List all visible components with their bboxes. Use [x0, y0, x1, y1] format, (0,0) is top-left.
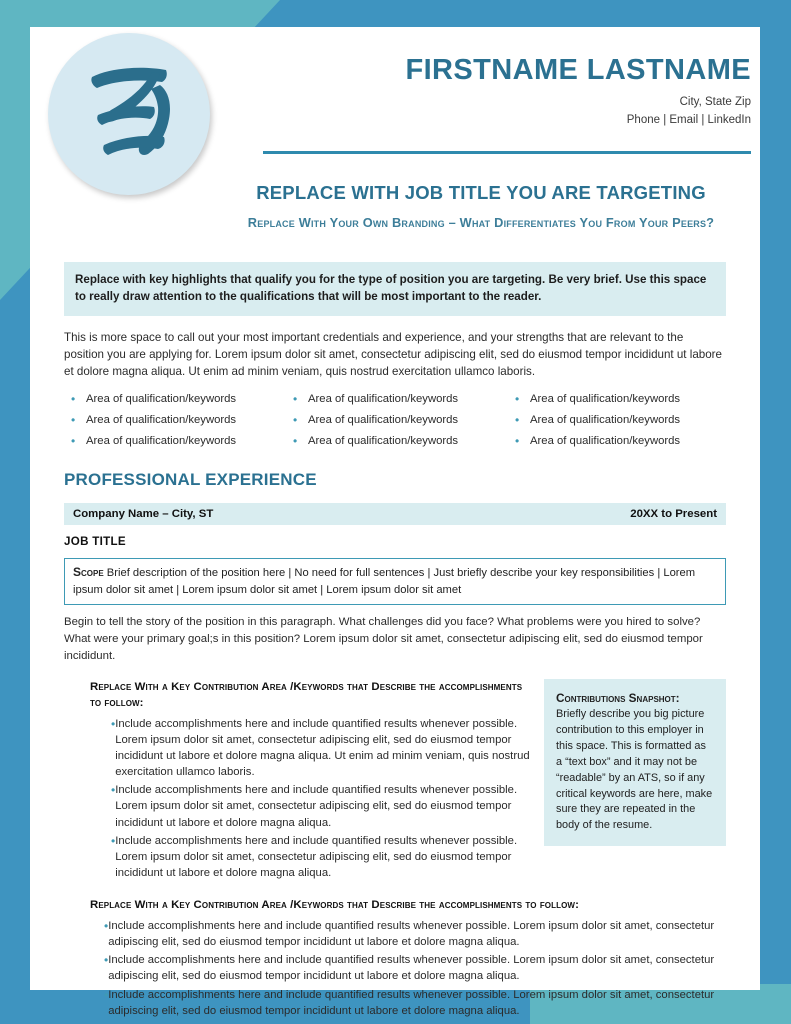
contact-channels: Phone | Email | LinkedIn	[626, 114, 751, 127]
accomplishment-text: Include accomplishments here and include quantified results whenever possible. Lorem ipsum dolor sit amet, consectetur adipiscing elit, sed do eiusmod tempor incididunt ut labore et dolore magna aliqua.	[108, 920, 715, 949]
qualification-label: Area of qualification/keywords	[86, 414, 237, 427]
position-story-paragraph: Begin to tell the story of the position in this paragraph. What challenges did you face? What problems were you hired to solve? What were your primary goal;s in this position? Lorem ipsum dolor sit amet, consectetur adipiscing elit, sed do eiusmod tempor incididunt.	[64, 616, 703, 662]
scope-label: Scope	[73, 565, 104, 580]
list-item	[64, 918, 726, 950]
company-header-bar	[64, 503, 726, 525]
resume-page	[30, 27, 760, 1017]
bullet-icon: •	[71, 413, 76, 428]
contact-block	[263, 55, 751, 129]
contribution-area-heading-1: Replace With a Key Contribution Area /Keywords that Describe the accomplishments to follow:	[90, 680, 523, 709]
snapshot-body: Briefly describe you big picture contribution to this employer in this space. This is formatted as a “text box” and it may not be “readable” by an ATS, so if any critical keywords are here, make sure they are repeated in the body of the resume.	[556, 707, 713, 832]
list-item	[508, 389, 726, 410]
resume-header	[30, 27, 760, 232]
qualifications-grid	[64, 389, 726, 452]
qualification-label: Area of qualification/keywords	[530, 393, 681, 406]
bullet-icon: •	[71, 392, 76, 407]
qualification-label: Area of qualification/keywords	[86, 435, 237, 448]
qualification-label: Area of qualification/keywords	[530, 414, 681, 427]
list-item	[64, 716, 534, 781]
contribution-area-heading-2: Replace With a Key Contribution Area /Keywords that Describe the accomplishments to follow:	[90, 899, 579, 912]
bullet-icon: •	[71, 434, 76, 449]
accomplishment-text: Include accomplishments here and include quantified results whenever possible. Lorem ipsum dolor sit amet, consectetur adipiscing elit, sed do eiusmod tempor incididunt ut labore et dolore magna aliqua.	[108, 988, 715, 1017]
accomplishments-and-snapshot	[64, 665, 726, 883]
accomplishment-text: Include accomplishments here and include quantified results whenever possible. Lorem ipsum dolor sit amet, consectetur adipiscing elit, sed do eiusmod tempor incididunt ut labore et dolore magna aliqua.	[115, 834, 518, 879]
bullet-icon: •	[111, 716, 116, 731]
qualification-label: Area of qualification/keywords	[308, 435, 459, 448]
bullet-icon: •	[104, 919, 109, 934]
list-item	[286, 389, 504, 410]
accomplishments-column-1	[64, 665, 534, 883]
list-item	[64, 952, 726, 984]
employment-dates: 20XX to Present	[630, 508, 717, 521]
contributions-snapshot-box	[544, 679, 726, 847]
list-item	[286, 410, 504, 431]
header-divider-rule	[263, 151, 751, 154]
bullet-icon: •	[111, 783, 116, 798]
bullet-icon: •	[293, 434, 298, 449]
accomplishment-list-2	[64, 918, 726, 1019]
list-item	[64, 782, 534, 830]
job-title-label: JOB TITLE	[64, 535, 126, 549]
qualification-label: Area of qualification/keywords	[308, 414, 459, 427]
snapshot-title: Contributions Snapshot:	[556, 690, 680, 705]
accomplishment-text: Include accomplishments here and include quantified results whenever possible. Lorem ipsum dolor sit amet, consectetur adipiscing elit, sed do eiusmod tempor incididunt ut labore et dolore magna aliqua. Ut enim ad minim veniam, quis nostrud exercitation ullamco laboris.	[115, 717, 530, 779]
bullet-icon: •	[293, 413, 298, 428]
accomplishment-text: Include accomplishments here and include quantified results whenever possible. Lorem ipsum dolor sit amet, consectetur adipiscing elit, sed do eiusmod tempor incididunt ut labore et dolore magna aliqua.	[115, 784, 518, 829]
bullet-icon: •	[111, 833, 116, 848]
bullet-icon: •	[104, 987, 109, 1002]
list-item	[64, 410, 282, 431]
summary-paragraph: This is more space to call out your most important credentials and experience, and your strengths that are relevant to the position you are applying for. Lorem ipsum dolor sit amet, consectetur adipiscing elit, sed do eiusmod tempor incididunt ut labore et dolore magna aliqua. Ut enim ad minim veniam, quis nostrud exercitation ullamco laboris.	[64, 330, 722, 379]
resume-body	[30, 262, 760, 1019]
monogram-logo-badge	[48, 33, 210, 195]
contact-location: City, State Zip	[679, 96, 751, 109]
qualification-label: Area of qualification/keywords	[530, 435, 681, 448]
qualification-label: Area of qualification/keywords	[86, 393, 237, 406]
key-highlights-box: Replace with key highlights that qualify you for the type of position you are targeting. Be very brief. Use this space to really draw attention to the qualifications that will be most important to the reader.	[64, 262, 726, 316]
bullet-icon: •	[515, 392, 520, 407]
accomplishment-text: Include accomplishments here and include quantified results whenever possible. Lorem ipsum dolor sit amet, consectetur adipiscing elit, sed do eiusmod tempor incididunt ut labore et dolore magna aliqua.	[108, 954, 715, 983]
bullet-icon: •	[515, 434, 520, 449]
list-item	[64, 833, 534, 881]
page-title: FIRSTNAME LASTNAME	[405, 54, 751, 86]
scope-box	[64, 558, 726, 605]
list-item	[64, 431, 282, 452]
personal-branding-statement: Replace With Your Own Branding – What Differentiates You From Your Peers?	[247, 215, 715, 230]
qualification-label: Area of qualification/keywords	[308, 393, 459, 406]
list-item	[64, 987, 726, 1019]
bullet-icon: •	[293, 392, 298, 407]
list-item	[64, 389, 282, 410]
list-item	[286, 431, 504, 452]
section-heading-professional-experience: PROFESSIONAL EXPERIENCE	[64, 470, 317, 490]
company-name: Company Name – City, ST	[73, 508, 214, 521]
scope-text: Brief description of the position here | No need for full sentences | Just briefly describe your key responsibilities | Lorem ipsum dolor sit amet | Lorem ipsum dolor sit amet | Lorem ipsum dolor sit amet	[73, 567, 696, 596]
list-item	[508, 431, 726, 452]
accomplishment-list-1	[64, 716, 534, 881]
bullet-icon: •	[104, 953, 109, 968]
list-item	[508, 410, 726, 431]
target-job-title: REPLACE WITH JOB TITLE YOU ARE TARGETING	[256, 182, 706, 203]
bullet-icon: •	[515, 413, 520, 428]
